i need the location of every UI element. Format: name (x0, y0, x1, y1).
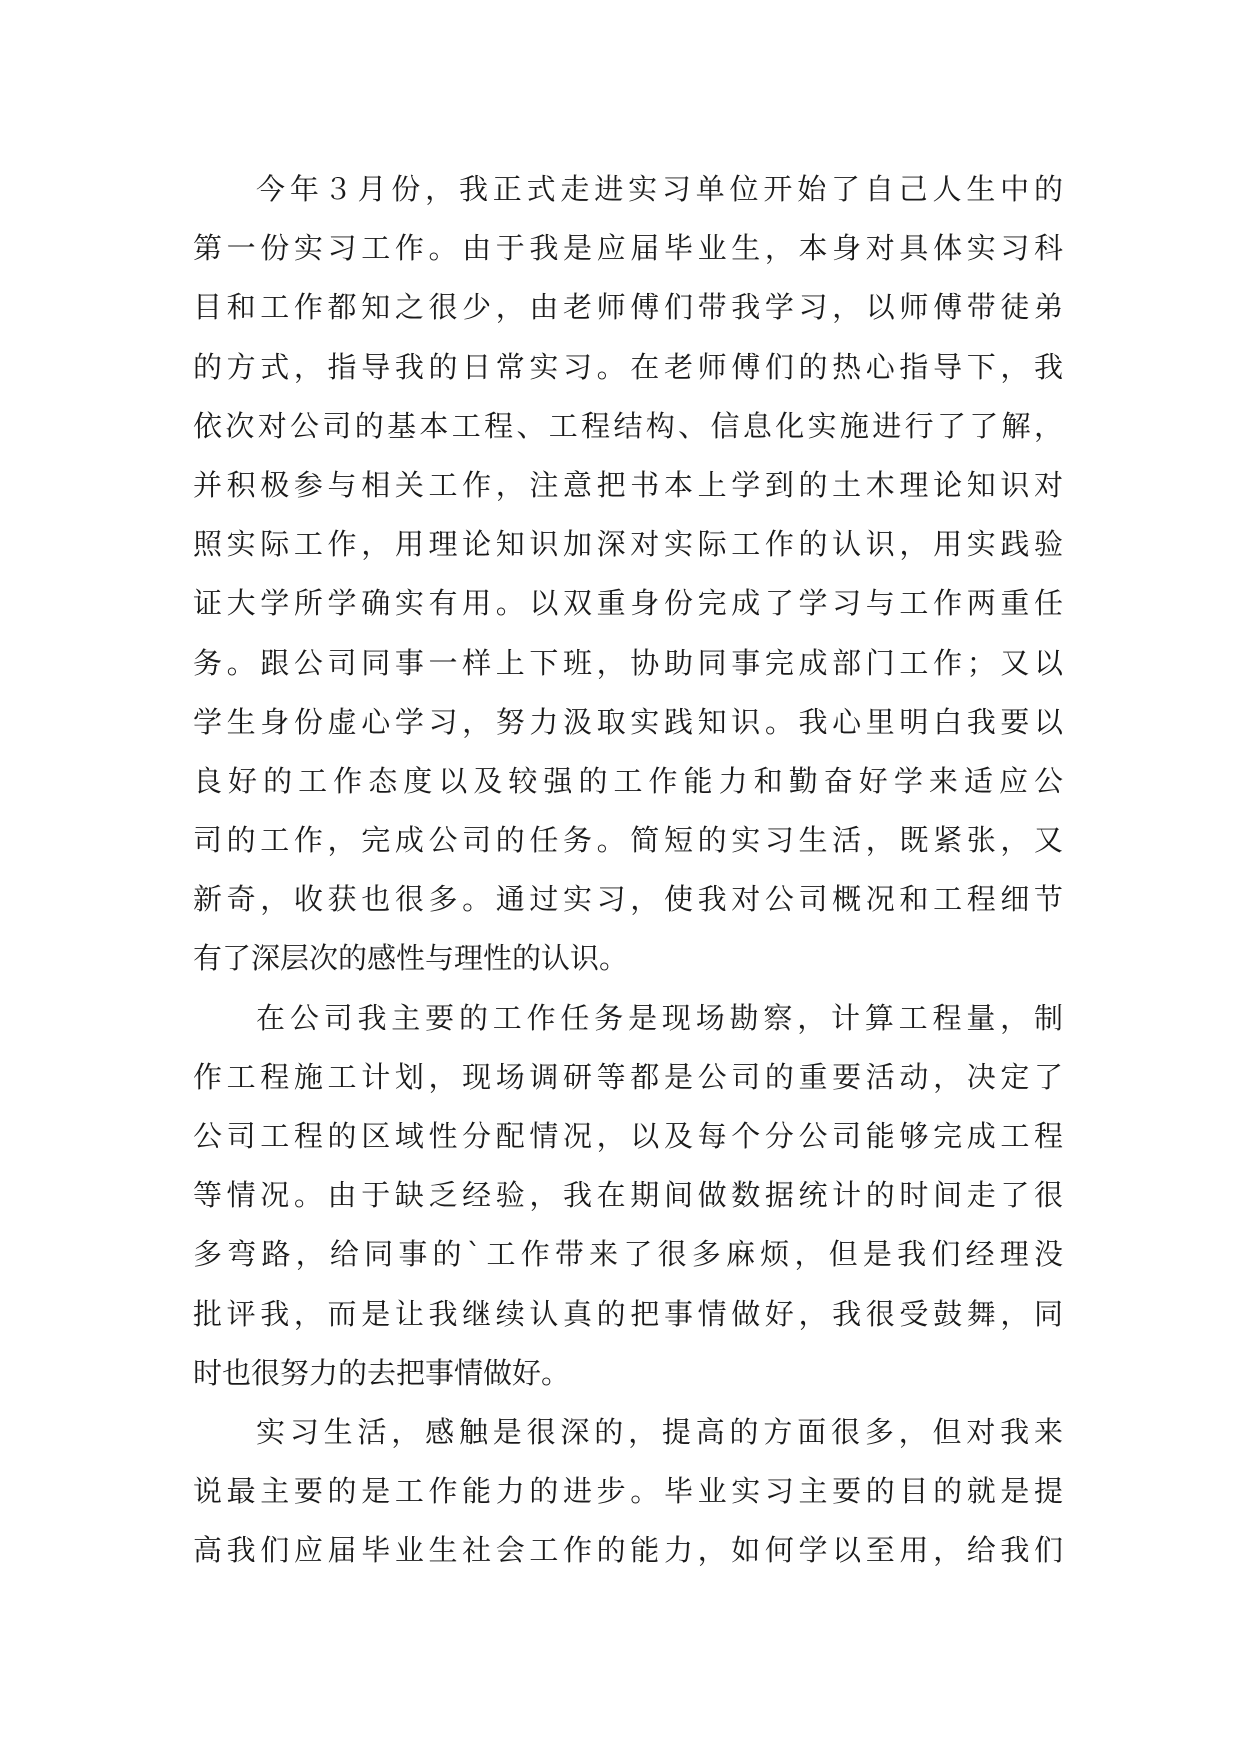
paragraph-1-line-11: 良好的工作态度以及较强的工作能力和勤奋好学来适应公 (193, 763, 1063, 798)
paragraph-2-line-2: 作工程施工计划，现场调研等都是公司的重要活动，决定了 (193, 1059, 1063, 1094)
paragraph-3-line-3: 高我们应届毕业生社会工作的能力，如何学以至用，给我们 (193, 1533, 1063, 1568)
paragraph-1-line-14: 有了深层次的感性与理性的认识。 (193, 941, 629, 976)
paragraph-3-line-1: 实习生活，感触是很深的，提高的方面很多，但对我来 (256, 1414, 1063, 1449)
paragraph-1-line-8: 证大学所学确实有用。以双重身份完成了学习与工作两重任 (193, 586, 1063, 621)
paragraph-1-line-3: 目和工作都知之很少，由老师傅们带我学习，以师傅带徒弟 (193, 290, 1063, 325)
paragraph-2-line-5: 多弯路，给同事的`工作带来了很多麻烦，但是我们经理没 (193, 1237, 1063, 1272)
paragraph-1-line-6: 并积极参与相关工作，注意把书本上学到的土木理论知识对 (193, 467, 1063, 502)
paragraph-1-line-5: 依次对公司的基本工程、工程结构、信息化实施进行了了解， (193, 408, 1063, 443)
paragraph-1-line-13: 新奇，收获也很多。通过实习，使我对公司概况和工程细节 (193, 882, 1063, 917)
paragraph-1-line-7: 照实际工作，用理论知识加深对实际工作的认识，用实践验 (193, 527, 1063, 562)
paragraph-2-line-3: 公司工程的区域性分配情况，以及每个分公司能够完成工程 (193, 1119, 1063, 1153)
paragraph-2-line-6: 批评我，而是让我继续认真的把事情做好，我很受鼓舞，同 (193, 1296, 1063, 1331)
paragraph-2-line-7: 时也很努力的去把事情做好。 (193, 1355, 571, 1390)
paragraph-3-line-2: 说最主要的是工作能力的进步。毕业实习主要的目的就是提 (193, 1474, 1063, 1509)
paragraph-1-line-12: 司的工作，完成公司的任务。简短的实习生活，既紧张，又 (193, 823, 1063, 858)
paragraph-1-line-10: 学生身份虚心学习，努力汲取实践知识。我心里明白我要以 (193, 704, 1063, 739)
paragraph-2-line-1: 在公司我主要的工作任务是现场勘察，计算工程量，制 (256, 1000, 1063, 1035)
paragraph-1-line-4: 的方式，指导我的日常实习。在老师傅们的热心指导下，我 (193, 349, 1063, 384)
paragraph-1-line-2: 第一份实习工作。由于我是应届毕业生，本身对具体实习科 (193, 231, 1063, 266)
paragraph-1-line-9: 务。跟公司同事一样上下班，协助同事完成部门工作；又以 (193, 645, 1063, 680)
paragraph-1-line-1: 今年３月份，我正式走进实习单位开始了自己人生中的 (256, 172, 1063, 206)
document-body (193, 160, 1063, 1581)
paragraph-2-line-4: 等情况。由于缺乏经验，我在期间做数据统计的时间走了很 (193, 1178, 1063, 1213)
